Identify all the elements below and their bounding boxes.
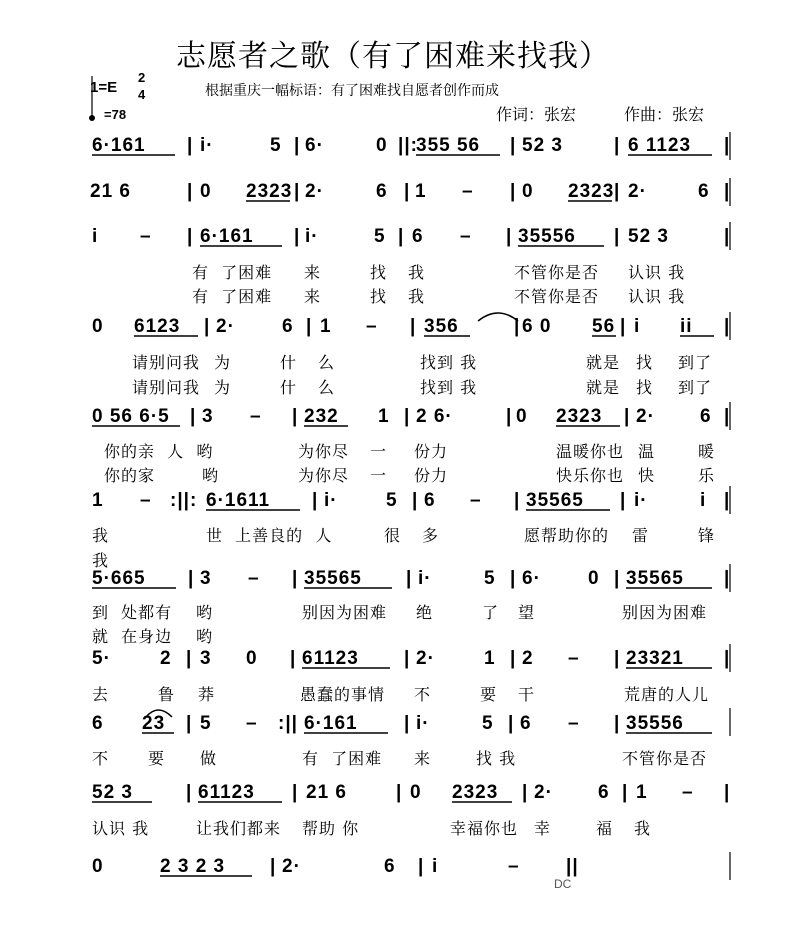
time-signature-top: 2 <box>138 70 146 85</box>
barline: | <box>724 568 731 589</box>
barline: | <box>412 490 419 511</box>
lyric: 有 了困难 <box>192 263 273 282</box>
note-group: 35565 <box>526 490 584 511</box>
barline: | <box>398 226 405 247</box>
lyric: 不 <box>92 749 110 768</box>
lyric: 找 <box>636 353 654 372</box>
note-group: i <box>634 316 641 337</box>
barline: | <box>404 713 411 734</box>
barline: | <box>724 135 731 156</box>
lyric: 荒唐的人儿 <box>624 685 710 704</box>
lyric: 不管你是否 <box>514 287 600 306</box>
note-group: 356 <box>424 316 459 337</box>
barline: | <box>294 135 301 156</box>
final-barline: || <box>566 856 579 877</box>
lyric-line <box>0 284 811 304</box>
lyric: 多 <box>422 526 440 545</box>
note-group: 3 <box>200 568 212 589</box>
note-group: 6 <box>520 713 532 734</box>
barline: | <box>292 406 299 427</box>
note-group: 6·1611 <box>206 490 271 511</box>
barline: | <box>396 782 403 803</box>
lyric-line <box>0 548 811 568</box>
note-group: i <box>432 856 439 877</box>
lyric: 一 <box>370 442 388 461</box>
lyric: 温暖你也 <box>556 442 625 461</box>
lyric: 你的亲 人 哟 <box>104 442 214 461</box>
notation-row <box>0 226 811 254</box>
note-group: 2· <box>636 406 655 427</box>
note-group: i <box>700 490 707 511</box>
note-group: 52 3 <box>92 782 133 803</box>
note-group: 2· <box>416 648 435 669</box>
lyric: 就 在身边 <box>92 627 173 646</box>
note-group: 52 3 <box>522 135 563 156</box>
barline: | <box>614 713 621 734</box>
barline: | <box>404 648 411 669</box>
barline: | <box>204 316 211 337</box>
barline: | <box>510 568 517 589</box>
lyric: 绝 <box>416 603 434 622</box>
lyric: 愚蠢的事情 <box>300 685 386 704</box>
lyric: 莽 <box>198 685 216 704</box>
lyric-line <box>0 463 811 483</box>
note-group: 2323 <box>568 181 615 202</box>
lyric: 到了 <box>678 378 713 397</box>
note-group: 52 3 <box>628 226 669 247</box>
lyric: 为 <box>214 353 232 372</box>
note-group: i· <box>200 135 214 156</box>
lyric: 帮助 你 <box>302 819 360 838</box>
barline: | <box>186 713 193 734</box>
note-group: 2323 <box>452 782 499 803</box>
note-group: 35565 <box>626 568 684 589</box>
lyric: 认识 我 <box>628 263 686 282</box>
lyric: 暖 <box>698 442 716 461</box>
lyric: 福 <box>596 819 614 838</box>
note-group: 5 <box>482 713 494 734</box>
note-group: 1 <box>415 181 427 202</box>
note-group: 6·161 <box>200 226 254 247</box>
lyric: 找到 我 <box>420 353 478 372</box>
note-group: 6123 <box>134 316 181 337</box>
note-group: 0 <box>92 856 104 877</box>
lyric: 么 <box>318 353 336 372</box>
notation-row <box>0 782 811 810</box>
repeat-end: :|| <box>278 713 298 734</box>
note-group: 0 <box>516 406 528 427</box>
dc-mark: DC <box>554 877 572 891</box>
lyric: 份力 <box>414 466 449 485</box>
note-group: 61123 <box>198 782 255 803</box>
composer-credit: 作曲：张宏 <box>624 105 705 124</box>
dash: – <box>462 181 474 202</box>
lyric: 要 <box>480 685 498 704</box>
notation-row <box>0 316 811 344</box>
note-group: 2· <box>628 181 647 202</box>
barline: | <box>404 181 411 202</box>
lyric: 找 <box>370 287 388 306</box>
note-group: 5 <box>374 226 386 247</box>
barline: | <box>270 856 277 877</box>
barline: | <box>190 406 197 427</box>
lyric-line <box>0 682 811 702</box>
dash: – <box>140 226 152 247</box>
lyric: 不管你是否 <box>622 749 708 768</box>
repeat-sign: :||: <box>170 490 198 511</box>
barline: | <box>614 135 621 156</box>
barline: | <box>620 490 627 511</box>
lyric: 幸福你也 <box>450 819 519 838</box>
barline: | <box>410 316 417 337</box>
lyric: 哟 <box>196 603 214 622</box>
lyric: 鲁 <box>158 685 176 704</box>
lyric: 有 了困难 <box>192 287 273 306</box>
lyric: 什 <box>280 353 298 372</box>
lyric: 我 <box>92 551 110 570</box>
repeat-start: ||: <box>398 135 418 156</box>
note-group: 6 <box>700 406 712 427</box>
lyric: 去 <box>92 685 110 704</box>
note-group: 1 <box>636 782 648 803</box>
lyric: 不 <box>414 685 432 704</box>
lyric: 份力 <box>414 442 449 461</box>
barline: | <box>187 226 194 247</box>
barline: | <box>188 568 195 589</box>
barline: | <box>506 226 513 247</box>
lyric: 快乐你也 <box>556 466 625 485</box>
lyric: 认识 我 <box>628 287 686 306</box>
lyric: 为你尽 <box>298 442 350 461</box>
lyric: 幸 <box>534 819 552 838</box>
lyric: 就是 <box>586 378 621 397</box>
lyric: 了 <box>482 603 500 622</box>
note-group: 6 <box>376 181 388 202</box>
lyric-line <box>0 600 811 620</box>
barline: | <box>724 226 731 247</box>
note-group: 0 <box>588 568 600 589</box>
note-group: i· <box>305 226 319 247</box>
lyric: 为你尽 <box>298 466 350 485</box>
note-group: 6 1123 <box>628 135 692 156</box>
lyric-line <box>0 523 811 543</box>
note-group: 2 <box>522 648 534 669</box>
note-group: 2323 <box>246 181 293 202</box>
lyric: 很 <box>384 526 402 545</box>
note-group: 0 <box>200 181 212 202</box>
note-group: 5·665 <box>92 568 146 589</box>
note-group: 2· <box>216 316 235 337</box>
note-group: ii <box>680 316 693 337</box>
lyric: 做 <box>200 749 218 768</box>
song-title: 志愿者之歌（有了困难来找我） <box>176 39 610 74</box>
note-group: i <box>92 226 99 247</box>
barline: | <box>186 782 193 803</box>
lyric: 什 <box>280 378 298 397</box>
note-group: 61123 <box>302 648 359 669</box>
note-group: 6 <box>698 181 710 202</box>
lyric-line <box>0 375 811 395</box>
note-group: 6· <box>522 568 541 589</box>
lyric: 别因为困难 <box>302 603 388 622</box>
lyric: 请别问我 <box>132 378 201 397</box>
note-group: 21 6 <box>306 782 347 803</box>
note-group: 0 <box>410 782 422 803</box>
barline: | <box>724 648 731 669</box>
barline: | <box>622 782 629 803</box>
note-group: i· <box>416 713 430 734</box>
barline: | <box>306 316 313 337</box>
note-group: 1 <box>484 648 496 669</box>
lyric: 我 <box>408 263 426 282</box>
note-group: 2· <box>282 856 301 877</box>
lyric: 认识 我 <box>92 819 150 838</box>
note-group: 0 56 6·5 <box>92 406 170 427</box>
lyric: 请别问我 <box>132 353 201 372</box>
barline: | <box>614 568 621 589</box>
lyric: 我 <box>634 819 652 838</box>
note-group: 0 <box>92 316 104 337</box>
lyric: 一 <box>370 466 388 485</box>
note-group: 355 56 <box>416 135 481 156</box>
barline: | <box>510 181 517 202</box>
note-group: 23 <box>142 713 166 734</box>
notation-row <box>0 713 811 741</box>
dash: – <box>682 782 694 803</box>
lyric-line <box>0 260 811 280</box>
lyric: 快 <box>638 466 656 485</box>
lyricist-credit: 作词：张宏 <box>496 105 577 124</box>
note-group: i· <box>418 568 432 589</box>
dash: – <box>248 568 260 589</box>
lyric: 找 我 <box>476 749 517 768</box>
dash: – <box>366 316 378 337</box>
dash: – <box>470 490 482 511</box>
note-group: 1 <box>378 406 390 427</box>
note-group: i· <box>324 490 338 511</box>
barline: | <box>418 856 425 877</box>
lyric: 么 <box>318 378 336 397</box>
barline: | <box>510 135 517 156</box>
note-group: 6 0 <box>522 316 552 337</box>
lyric: 你的家 <box>104 466 156 485</box>
notation-row <box>0 648 811 676</box>
note-group: 35565 <box>304 568 362 589</box>
note-group: 6 <box>412 226 424 247</box>
barline: | <box>620 316 627 337</box>
lyric-line <box>0 624 811 644</box>
note-group: 6· <box>305 135 324 156</box>
barline: | <box>614 226 621 247</box>
note-group: 35556 <box>626 713 684 734</box>
dash: – <box>250 406 262 427</box>
barline: | <box>614 181 621 202</box>
barline: | <box>294 226 301 247</box>
dash: – <box>508 856 520 877</box>
notation-row <box>0 856 811 884</box>
lyric-line <box>0 746 811 766</box>
note-group: 6 <box>282 316 294 337</box>
lyric: 有 了困难 <box>302 749 383 768</box>
barline: | <box>624 406 631 427</box>
note-group: 21 6 <box>90 181 131 202</box>
note-group: 5· <box>92 648 111 669</box>
note-group: 5 <box>386 490 398 511</box>
barline: | <box>724 782 731 803</box>
note-group: 3 <box>202 406 214 427</box>
lyric: 找 <box>636 378 654 397</box>
note-group: 6 <box>598 782 610 803</box>
note-group: 5 <box>200 713 212 734</box>
barline: | <box>186 648 193 669</box>
barline: | <box>724 316 731 337</box>
tempo-marking: =78 <box>104 107 127 122</box>
notation-row <box>0 181 811 209</box>
lyric: 让我们都来 <box>196 819 282 838</box>
barline: | <box>404 406 411 427</box>
barline: | <box>187 181 194 202</box>
note-group: 6·161 <box>304 713 358 734</box>
lyric: 要 <box>148 749 166 768</box>
lyric: 来 <box>414 749 432 768</box>
note-group: 0 <box>376 135 388 156</box>
lyric: 愿帮助你的 <box>524 526 610 545</box>
lyric: 为 <box>214 378 232 397</box>
note-group: 2 6· <box>416 406 453 427</box>
dash: – <box>568 648 580 669</box>
lyric: 来 <box>304 263 322 282</box>
lyric: 哟 <box>196 627 214 646</box>
note-group: 2 3 2 3 <box>160 856 226 877</box>
note-group: 2323 <box>556 406 603 427</box>
lyric: 找 <box>370 263 388 282</box>
lyric: 来 <box>304 287 322 306</box>
lyric: 世 上善良的 人 <box>206 526 333 545</box>
notation-row <box>0 135 811 163</box>
note-group: 3 <box>200 648 212 669</box>
note-group: 0 <box>522 181 534 202</box>
lyric-line <box>0 439 811 459</box>
barline: | <box>406 568 413 589</box>
note-group: 1 <box>320 316 332 337</box>
lyric: 不管你是否 <box>514 263 600 282</box>
dash: – <box>140 490 152 511</box>
barline: | <box>522 782 529 803</box>
barline: | <box>292 782 299 803</box>
note-group: 1 <box>92 490 104 511</box>
lyric: 锋 <box>698 526 716 545</box>
lyric: 望 <box>518 603 536 622</box>
lyric-line <box>0 350 811 370</box>
subtitle: 根据重庆一幅标语：有了困难找自愿者创作而成 <box>205 83 499 99</box>
note-group: 2 <box>160 648 172 669</box>
note-group: 0 <box>246 648 258 669</box>
lyric: 乐 <box>698 466 716 485</box>
dash: – <box>246 713 258 734</box>
note-group: 6·161 <box>92 135 146 156</box>
key-signature: 1=E <box>90 79 118 96</box>
note-group: 6 <box>92 713 104 734</box>
lyric: 哟 <box>202 466 220 485</box>
lyric: 我 <box>408 287 426 306</box>
lyric-line <box>0 816 811 836</box>
barline: | <box>312 490 319 511</box>
note-group: 232 <box>304 406 339 427</box>
barline: | <box>187 135 194 156</box>
note-group: 2· <box>305 181 324 202</box>
note-group: 35556 <box>518 226 576 247</box>
dash: – <box>460 226 472 247</box>
notation-row <box>0 568 811 596</box>
lyric: 就是 <box>586 353 621 372</box>
notation-row <box>0 406 811 434</box>
note-group: 6 <box>384 856 396 877</box>
note-group: 2· <box>534 782 553 803</box>
lyric: 找到 我 <box>420 378 478 397</box>
note-group: i· <box>634 490 648 511</box>
note-group: 5 <box>270 135 282 156</box>
barline: | <box>724 490 731 511</box>
note-group: 23321 <box>626 648 684 669</box>
notation-row <box>0 490 811 518</box>
barline: | <box>514 316 521 337</box>
barline: | <box>508 713 515 734</box>
note-group: 6 <box>424 490 436 511</box>
barline: | <box>510 648 517 669</box>
lyric: 别因为困难 <box>622 603 708 622</box>
lyric: 温 <box>638 442 656 461</box>
dash: – <box>568 713 580 734</box>
time-signature-bottom: 4 <box>138 87 146 102</box>
barline: | <box>292 568 299 589</box>
barline: | <box>506 406 513 427</box>
lyric: 到了 <box>678 353 713 372</box>
barline: | <box>514 490 521 511</box>
note-group: 5 <box>484 568 496 589</box>
barline: | <box>614 648 621 669</box>
lyric: 雷 <box>632 526 650 545</box>
note-group: 56 <box>592 316 616 337</box>
barline: | <box>724 181 731 202</box>
lyric: 到 处都有 <box>92 603 173 622</box>
lyric: 干 <box>518 685 536 704</box>
lyric: 我 <box>92 526 110 545</box>
barline: | <box>724 406 731 427</box>
barline: | <box>290 648 297 669</box>
barline: | <box>294 181 301 202</box>
